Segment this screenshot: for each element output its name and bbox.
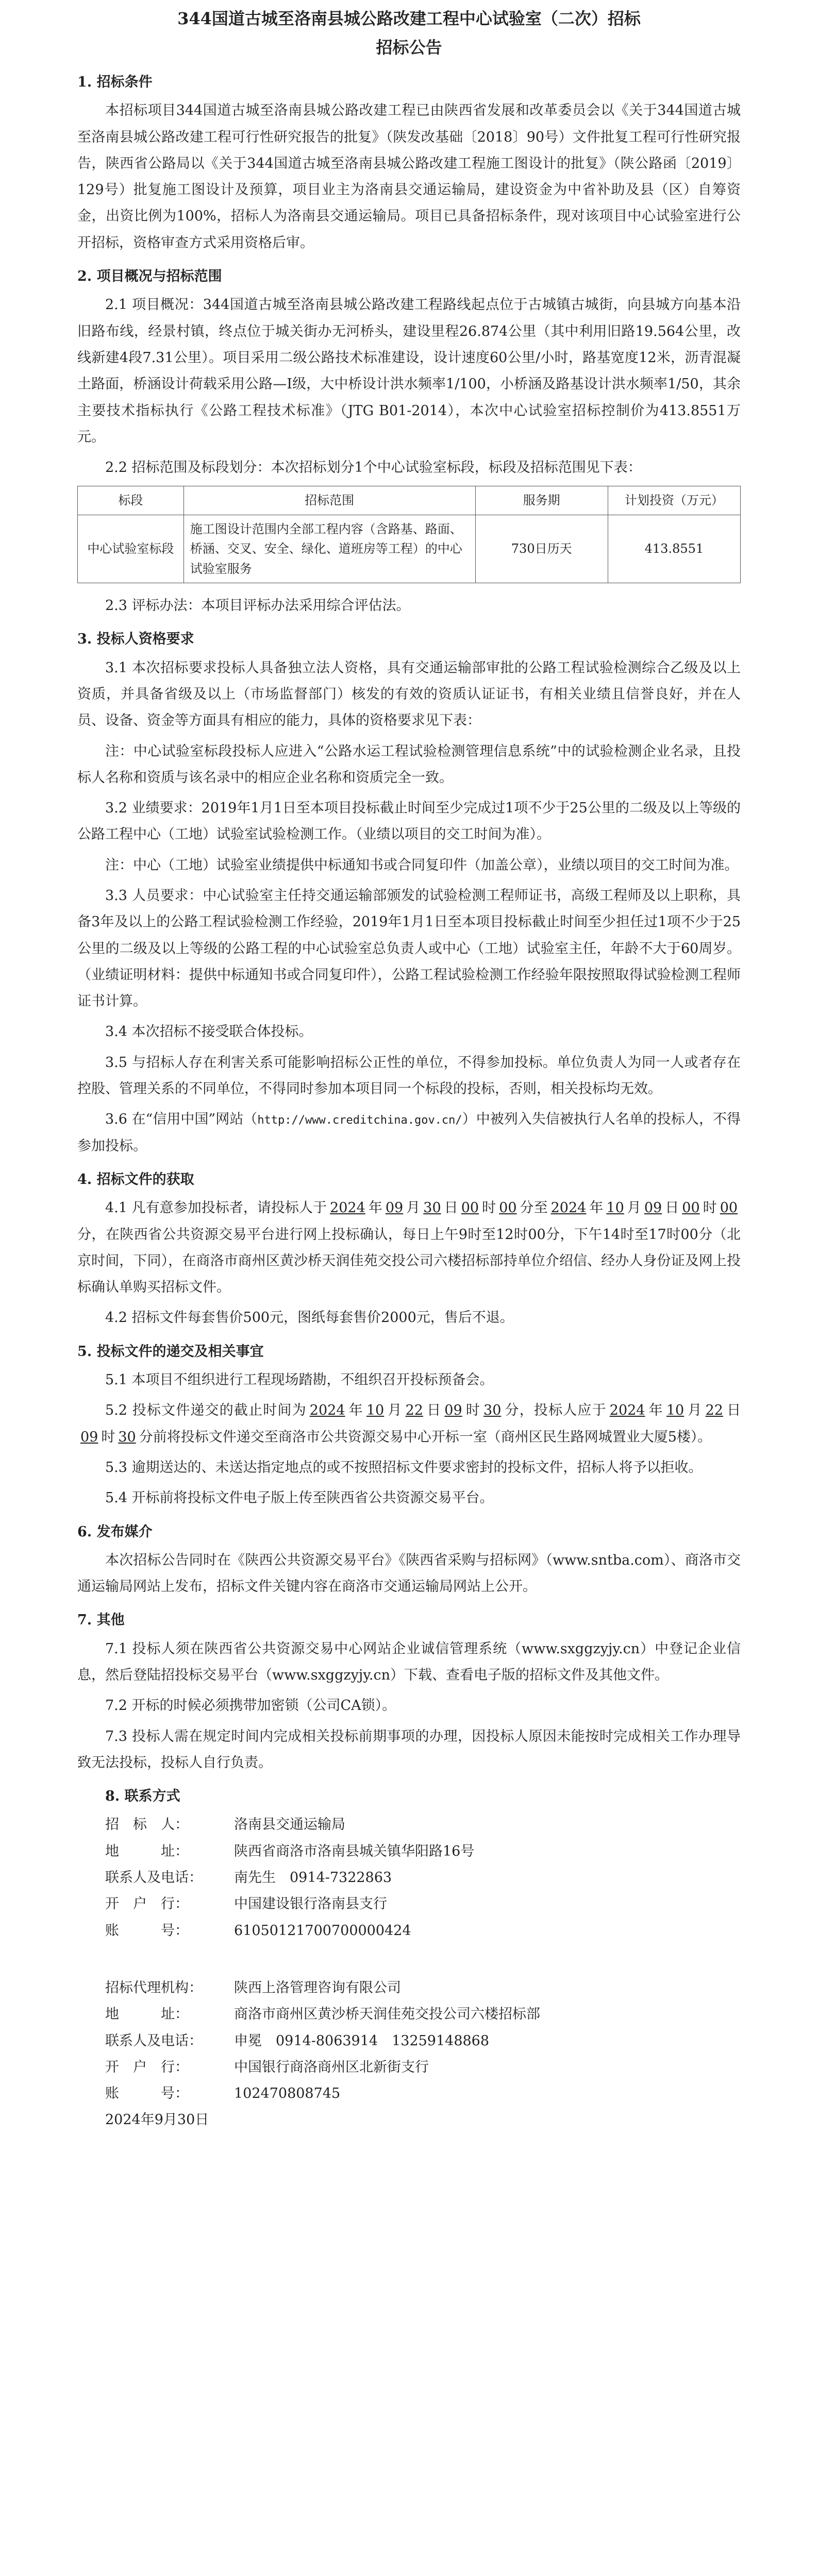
agency-name: 陕西上洛管理咨询有限公司 [234, 1979, 401, 1996]
contact-row [105, 2028, 741, 2054]
contact-row [105, 1838, 741, 1865]
timeliness-note: 7.3 投标人需在规定时间内完成相关投标前期事项的办理，因投标人原因未能按时完成相关工作办理导致无法投标，投标人自行负责。 [77, 1728, 741, 1771]
section-5-title: 5. 投标文件的递交及相关事宜 [77, 1343, 264, 1360]
contact-row [105, 1891, 741, 1917]
contact-row [105, 2080, 741, 2107]
project-overview: 2.1 项目概况：344国道古城至洛南县城公路改建工程路线起点位于古城镇古城街，向县城方向基本沿旧路布线，经景村镇，终点位于城关街办无河桥头，建设里程26.874公里（其中利用旧路19.564公里，改线新建4段7.31公里）。项目采用二级公路技术标准建设，设计速度60公里/小时，路基宽度12米，沥青混凝土路面，桥涵设计荷载采用公路—Ⅰ级，大中桥设计洪水频率1/100，小桥涵及路基设计洪水频率1/50，其余主要技术指标执行《公路工程技术标准》（JTG B01-2014），本次中心试验室招标控制价为413.8551万元。 [77, 297, 741, 445]
cell-amount: 413.8551 [608, 515, 740, 583]
agency-bank: 中国银行商洛商州区北新街支行 [234, 2059, 429, 2075]
header-period: 服务期 [475, 486, 608, 515]
document-title [77, 4, 741, 62]
conflict-of-interest: 3.5 与招标人存在利害关系可能影响招标公正性的单位，不得参加投标。单位负责人为同一人或者存在控股、管理关系的不同单位，不得同时参加本项目同一个标段的投标，否则，相关投标均无效。 [77, 1054, 741, 1097]
section-2-title: 2. 项目概况与招标范围 [77, 268, 222, 285]
credit-check [77, 1106, 741, 1159]
contact-row [105, 1975, 741, 2001]
scope-and-lots: 2.2 招标范围及标段划分：本次招标划分1个中心试验室标段，标段及招标范围见下表： [105, 460, 642, 476]
agency-account: 102470808745 [234, 2086, 341, 2102]
contact-label: 联系人及电话： [105, 2032, 203, 2049]
contact-label: 账 号： [105, 1922, 189, 1939]
spacer [77, 1944, 741, 1975]
acq-text-a: 4.1 凡有意参加投标者，请投标人于 [105, 1200, 327, 1216]
acq-end-minute: 00 [720, 1200, 738, 1216]
date-row [105, 2107, 741, 2133]
sub-text-a: 5.2 投标文件递交的截止时间为 [105, 1402, 307, 1419]
header-lot: 标段 [78, 486, 184, 515]
acq-start-minute: 00 [499, 1200, 517, 1216]
document-price: 4.2 招标文件每套售价500元，图纸每套售价2000元，售后不退。 [105, 1310, 514, 1326]
acq-end-hour: 00 [682, 1200, 700, 1216]
title-line-1: 344国道古城至洛南县城公路改建工程中心试验室（二次）招标 [177, 9, 641, 28]
acq-text-b: 分至 [520, 1200, 548, 1216]
contact-row [105, 2054, 741, 2080]
sub-deadline-month: 10 [366, 1402, 385, 1419]
table-row [78, 515, 741, 583]
sub-deadline-minute: 30 [483, 1402, 502, 1419]
header-amount: 计划投资（万元） [608, 486, 740, 515]
section-1-title: 1. 招标条件 [77, 74, 153, 90]
acq-start-day: 30 [423, 1200, 441, 1216]
contact-label: 开 户 行： [105, 2059, 189, 2075]
acq-start-year: 2024 [330, 1200, 365, 1216]
cell-lot: 中心试验室标段 [78, 515, 184, 583]
no-consortium: 3.4 本次招标不接受联合体投标。 [105, 1024, 313, 1040]
contact-label: 招标代理机构： [105, 1979, 203, 1996]
qualification-note: 注：中心试验室标段投标人应进入“公路水运工程试验检测管理信息系统”中的试验检测企业名录，且投标人名称和资质与该名录中的相应企业名称和资质完全一致。 [77, 743, 741, 786]
credit-china-link[interactable]: http://www.creditchina.gov.cn/ [257, 1114, 462, 1127]
section-7-title: 7. 其他 [77, 1612, 125, 1629]
late-submission: 5.3 逾期送达的、未送达指定地点的或不按照招标文件要求密封的投标文件，招标人将予以拒收。 [105, 1459, 703, 1476]
contact-label: 地 址： [105, 1843, 189, 1859]
contact-label: 账 号： [105, 2086, 189, 2102]
contact-label: 开 户 行： [105, 1896, 189, 1912]
credit-check-text-a: 3.6 在“信用中国”网站（ [105, 1111, 258, 1128]
contact-row [105, 1811, 741, 1838]
publication-media: 本次招标公告同时在《陕西公共资源交易平台》《陕西省采购与招标网》（www.sntba.com）、商洛市交通运输局网站上发布，招标文件关键内容在商洛市交通运输局网站上公开。 [77, 1552, 741, 1595]
tenderer-bank: 中国建设银行洛南县支行 [234, 1896, 387, 1912]
tenderer-phone: 南先生 0914-7322863 [234, 1870, 392, 1886]
acq-end-day: 09 [644, 1200, 662, 1216]
sub-before-day: 22 [705, 1402, 723, 1419]
registration-note: 7.1 投标人须在陕西省公共资源交易中心网站企业诚信管理系统（www.sxggzyjy.cn）中登记企业信息，然后登陆招投标交易平台（www.sxggzyjy.cn）下载、查看电子版的招标文件及其他文件。 [77, 1640, 741, 1683]
acq-start-hour: 00 [461, 1200, 479, 1216]
acq-text-c: 分，在陕西省公共资源交易平台进行网上投标确认，每日上午9时至12时00分，下午14时至17时00分（北京时间，下同），在商洛市商州区黄沙桥天润佳苑交投公司六楼招标部持单位介绍信、经办人身份证及网上投标确认单购买招标文件。 [77, 1226, 741, 1296]
agency-contact-block [105, 1975, 741, 2133]
sub-before-hour: 09 [80, 1429, 98, 1445]
contact-label: 地 址： [105, 2006, 189, 2023]
performance-note: 注：中心（工地）试验室业绩提供中标通知书或合同复印件（加盖公章），业绩以项目的交工时间为准。 [105, 857, 739, 873]
section-4-title: 4. 招标文件的获取 [77, 1171, 194, 1188]
contact-row [105, 1865, 741, 1891]
submission-deadline: 5.2 投标文件递交的截止时间为 2024 年 10 月 22 日 09 时 30 分，投标人应于 2024 年 10 月 22 日09 时 30 分前将投标文件递交至商洛市公共资源交易中心开标一室（商州区民生路网城置业大厦5楼）。 [77, 1397, 741, 1450]
ca-lock-note: 7.2 开标的时候必须携带加密锁（公司CA锁）。 [105, 1698, 396, 1714]
tenderer-account: 61050121700700000424 [234, 1922, 411, 1939]
sub-text-c: 分前将投标文件递交至商洛市公共资源交易中心开标一室（商州区民生路网城置业大厦5楼）。 [139, 1429, 712, 1445]
cell-scope: 施工图设计范围内全部工程内容（含路基、路面、桥涵、交叉、安全、绿化、道班房等工程）的中心试验室服务 [183, 515, 475, 583]
sub-before-minute: 30 [118, 1429, 136, 1445]
contact-label: 招 标 人： [105, 1817, 189, 1833]
lot-table-header-row [78, 486, 741, 515]
sub-deadline-year: 2024 [309, 1402, 345, 1419]
contact-row [105, 1918, 741, 1944]
lot-table [77, 486, 741, 583]
sub-deadline-hour: 09 [444, 1402, 462, 1419]
announcement-date: 2024年9月30日 [105, 2112, 209, 2128]
title-line-2: 招标公告 [376, 38, 442, 57]
agency-address: 商洛市商州区黄沙桥天润佳苑交投公司六楼招标部 [234, 2006, 540, 2023]
electronic-upload: 5.4 开标前将投标文件电子版上传至陕西省公共资源交易平台。 [105, 1490, 494, 1506]
acq-end-month: 10 [606, 1200, 624, 1216]
cell-period: 730日历天 [475, 515, 608, 583]
sub-before-month: 10 [666, 1402, 685, 1419]
tenderer-contact-block [105, 1811, 741, 1943]
sub-text-b: 分，投标人应于 [504, 1402, 607, 1419]
personnel-requirement: 3.3 人员要求：中心试验室主任持交通运输部颁发的试验检测工程师证书，高级工程师及以上职称，具备3年及以上的公路工程试验检测工作经验，2019年1月1日至本项目投标截止时间至少担任过1项不少于25公里的二级及以上等级的公路工程的中心试验室总负责人或中心（工地）试验室主任，年龄不大于60周岁。（业绩证明材料：提供中标通知书或合同复印件），公路工程试验检测工作经验年限按照取得试验检测工程师证书计算。 [77, 887, 741, 1010]
contact-row [105, 2001, 741, 2027]
section-8-title: 8. 联系方式 [105, 1788, 180, 1805]
evaluation-method: 2.3 评标办法：本项目评标办法采用综合评估法。 [105, 598, 410, 614]
header-scope: 招标范围 [183, 486, 475, 515]
agency-phone: 申冕 0914-8063914 13259148868 [234, 2032, 490, 2049]
performance-requirement: 3.2 业绩要求：2019年1月1日至本项目投标截止时间至少完成过1项不少于25公里的二级及以上等级的公路工程中心（工地）试验室试验检测工作。（业绩以项目的交工时间为准）。 [77, 800, 741, 843]
contact-label: 联系人及电话： [105, 1870, 203, 1886]
sub-deadline-day: 22 [405, 1402, 423, 1419]
document-acquisition: 4.1 凡有意参加投标者，请投标人于 2024 年 09 月 30 日 00 时 00 分至 2024 年 10 月 09 日 00 时 00分，在陕西省公共资源交易平台进行网上投标确认，每日上午9时至12时00分，下午14时至17时00分（北京时间，下同），在商洛市商州区黄沙桥天润佳苑交投公司六楼招标部持单位介绍信、经办人身份证及网上投标确认单购买招标文件。 [77, 1200, 741, 1296]
sub-before-year: 2024 [609, 1402, 645, 1419]
section-6-title: 6. 发布媒介 [77, 1523, 153, 1540]
tenderer-address: 陕西省商洛市洛南县城关镇华阳路16号 [234, 1843, 475, 1859]
credit-check-text-b: ）中被列入失信被执行人名单的投标人，不得参加投标。 [77, 1111, 741, 1154]
tenderer-name: 洛南县交通运输局 [234, 1817, 345, 1833]
no-site-visit: 5.1 本项目不组织进行工程现场踏勘，不组织召开投标预备会。 [105, 1372, 494, 1388]
acq-end-year: 2024 [550, 1200, 587, 1216]
section-1-paragraph: 本招标项目344国道古城至洛南县城公路改建工程已由陕西省发展和改革委员会以《关于344国道古城至洛南县城公路改建工程可行性研究报告的批复》（陕发改基础〔2018〕90号）文件批复工程可行性研究报告，陕西省公路局以《关于344国道古城至洛南县城公路改建工程施工图设计的批复》（陕公路函〔2019〕129号）批复施工图设计及预算，项目业主为洛南县交通运输局，建设资金为中省补助及县（区）自筹资金，出资比例为100%，招标人为洛南县交通运输局。项目已具备招标条件，现对该项目中心试验室进行公开招标，资格审查方式采用资格后审。 [77, 103, 741, 251]
qualification-requirement: 3.1 本次招标要求投标人具备独立法人资格，具有交通运输部审批的公路工程试验检测综合乙级及以上资质，并具备省级及以上（市场监督部门）核发的有效的资质认证证书，有相关业绩且信誉良好，并在人员、设备、资金等方面具有相应的能力，具体的资格要求见下表： [77, 659, 741, 729]
section-3-title: 3. 投标人资格要求 [77, 631, 194, 648]
acq-start-month: 09 [385, 1200, 404, 1216]
